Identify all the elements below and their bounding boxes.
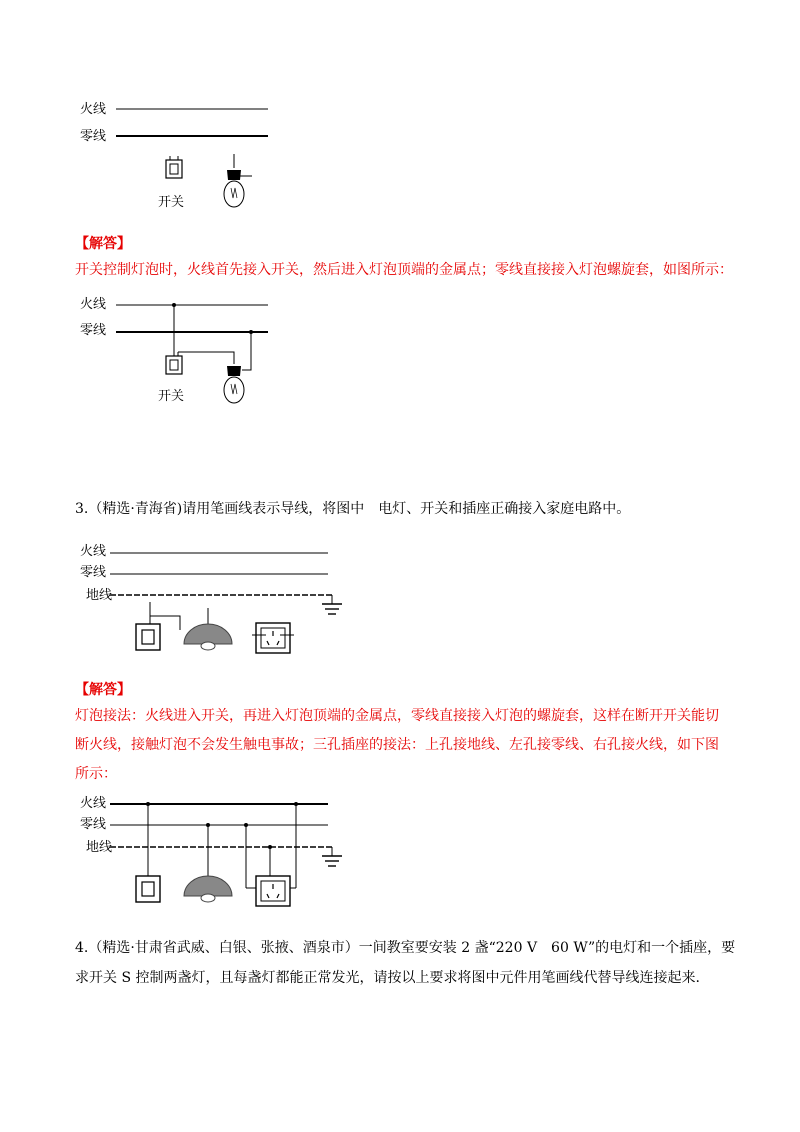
question-4-line-2: 求开关 S 控制两盏灯，且每盏灯都能正常发光，请按以上要求将图中元件用笔画线代替导线连接起来. bbox=[75, 970, 700, 986]
switch-icon bbox=[136, 876, 160, 902]
live-wire-label: 火线 bbox=[80, 102, 107, 117]
lamp-icon bbox=[184, 876, 232, 902]
switch-icon bbox=[136, 602, 180, 650]
neutral-wire-label: 零线 bbox=[80, 565, 107, 580]
ground-symbol-icon bbox=[322, 847, 342, 866]
bulb-icon bbox=[224, 366, 244, 403]
neutral-wire-label: 零线 bbox=[80, 817, 107, 832]
switch-icon bbox=[166, 156, 182, 178]
live-wire-label: 火线 bbox=[80, 796, 107, 811]
ground-wire-label: 地线 bbox=[86, 588, 113, 603]
neutral-wire-label: 零线 bbox=[80, 129, 107, 144]
lamp-icon bbox=[184, 608, 232, 650]
switch-label: 开关 bbox=[158, 195, 185, 210]
question-3-text: 3.（精选·青海省)请用笔画线表示导线，将图中 电灯、开关和插座正确接入家庭电路中。 bbox=[75, 501, 631, 517]
neutral-wire-label: 零线 bbox=[80, 323, 107, 338]
answer-3-text bbox=[75, 702, 735, 789]
answer-3-line-2: 断火线，接触灯泡不会发生触电事故；三孔插座的接法：上孔接地线、左孔接零线、右孔接火线，如下图 bbox=[75, 737, 719, 753]
question-4-line-1: 4.（精选·甘肃省武威、白银、张掖、酒泉市）一间教室要安装 2 盏“220 V 60 W”的电灯和一个插座，要 bbox=[75, 940, 736, 956]
answer-3-heading: 【解答】 bbox=[75, 682, 131, 698]
answer-1-text: 开关控制灯泡时，火线首先接入开关，然后进入灯泡顶端的金属点；零线直接接入灯泡螺旋套，如图所示： bbox=[75, 262, 733, 278]
answer-1-heading: 【解答】 bbox=[75, 236, 131, 252]
ground-symbol-icon bbox=[322, 595, 342, 614]
answer-3-line-3: 所示： bbox=[75, 766, 117, 782]
figure-3-drawing bbox=[80, 544, 360, 664]
socket-icon bbox=[252, 623, 294, 653]
bulb-icon bbox=[224, 154, 252, 207]
live-wire-label: 火线 bbox=[80, 544, 107, 559]
ground-wire-label: 地线 bbox=[86, 840, 113, 855]
figure-3-unwired-circuit bbox=[80, 544, 360, 664]
answer-3-line-1: 灯泡接法：火线进入开关，再进入灯泡顶端的金属点，零线直接接入灯泡的螺旋套，这样在断开开关能切 bbox=[75, 708, 719, 724]
figure-4-wired-circuit bbox=[80, 796, 360, 916]
switch-icon bbox=[166, 356, 182, 374]
figure-2-wired-circuit bbox=[80, 296, 280, 416]
question-4-text bbox=[75, 933, 735, 993]
figure-1-unwired-circuit bbox=[80, 100, 280, 220]
socket-icon bbox=[256, 876, 290, 906]
switch-label: 开关 bbox=[158, 389, 185, 404]
figure-4-drawing bbox=[80, 796, 360, 916]
live-wire-label: 火线 bbox=[80, 297, 107, 312]
